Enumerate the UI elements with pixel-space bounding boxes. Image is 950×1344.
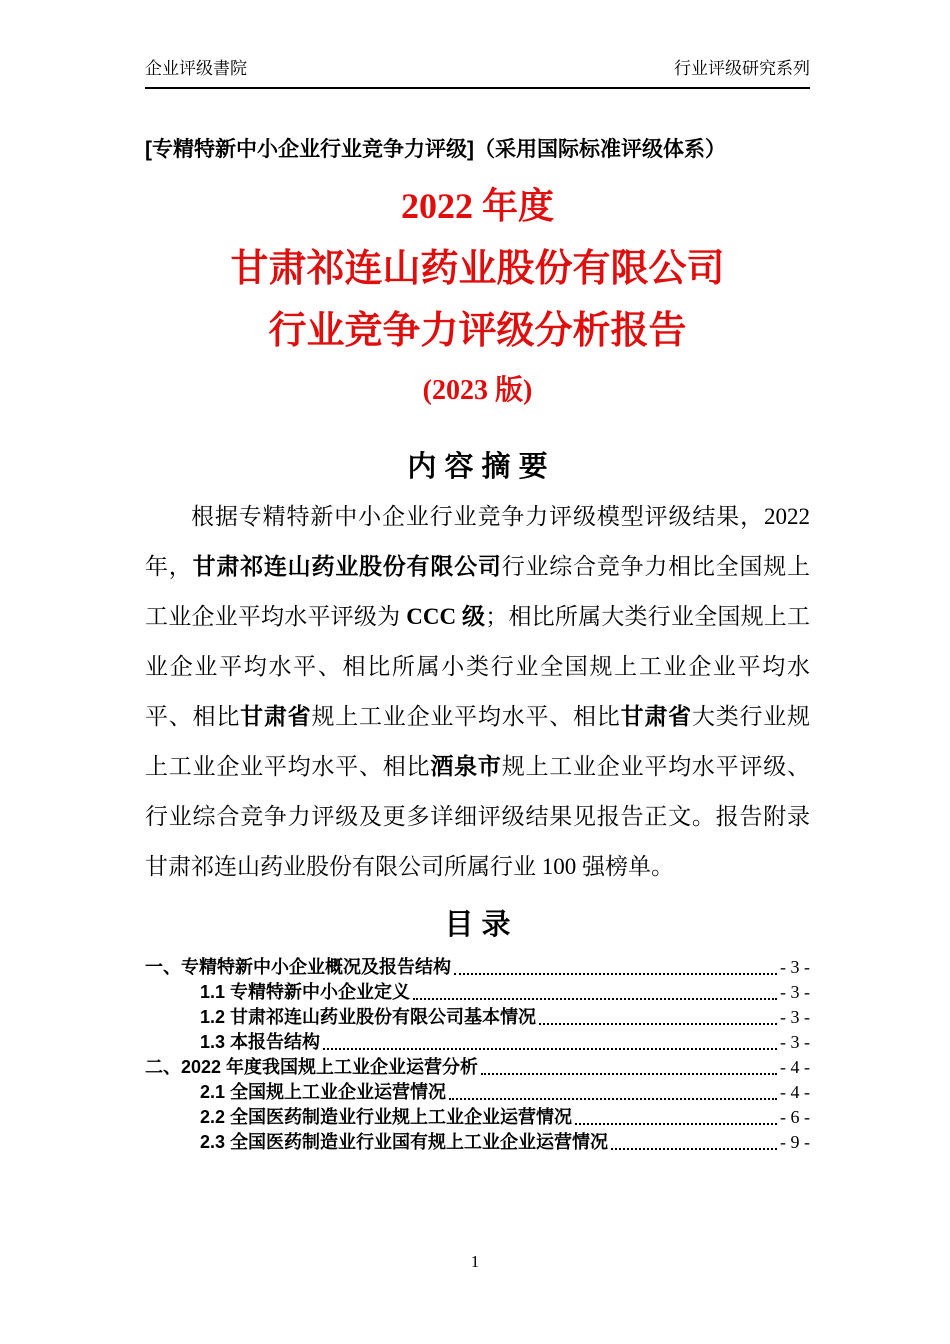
abstract-segment: 行业综合竞争力相比全国规上工业企业平均水平评级为 (145, 554, 811, 629)
abstract-segment: ；相比所属大类行业全国规上工业企业平均水平、相比所属小类行业全国规上工业企业平均水平、相比 (145, 604, 810, 729)
toc-dot-leader (413, 998, 777, 1000)
toc-entry-label: 2.3 全国医药制造业行业国有规上工业企业运营情况 (200, 1132, 609, 1152)
toc-entry-page: - 6 - (780, 1107, 810, 1127)
toc-entry-page: - 4 - (780, 1057, 810, 1077)
toc-entry (145, 1105, 810, 1130)
toc-entry-page: - 3 - (780, 1032, 810, 1052)
title-company-line: 甘肃祁连山药业股份有限公司 (230, 248, 725, 290)
toc-entry-label: 1.1 专精特新中小企业定义 (200, 982, 411, 1002)
title-year-line: 2022 年度 (400, 186, 554, 226)
toc-dot-leader (611, 1148, 777, 1150)
report-title-block (145, 174, 810, 420)
toc-entry-label: 1.2 甘肃祁连山药业股份有限公司基本情况 (200, 1007, 537, 1027)
abstract-segment: 大类行业规上工业企业平均水平、相比 (145, 704, 811, 779)
header-left-text: 企业评级書院 (145, 59, 247, 78)
toc-entry (145, 1130, 810, 1155)
abstract-paragraph (145, 492, 810, 892)
toc-dot-leader (481, 1073, 777, 1075)
abstract-segment: 根据专精特新中小企业行业竞争力评级模型评级结果，2022 年， (145, 504, 810, 579)
abstract-bold-segment: 甘肃省 (620, 704, 692, 729)
toc-entry (145, 980, 810, 1005)
abstract-heading: 内 容 摘 要 (407, 451, 548, 483)
toc-entry-page: - 9 - (780, 1132, 810, 1152)
toc-dot-leader (454, 973, 777, 975)
toc-entry-page: - 3 - (780, 957, 810, 977)
toc-dot-leader (539, 1023, 777, 1025)
toc-entry (145, 1055, 810, 1080)
abstract-bold-segment: 甘肃省 (240, 704, 312, 729)
toc-entry-label: 二、2022 年度我国规上工业企业运营分析 (145, 1057, 479, 1077)
toc-entry (145, 955, 810, 980)
page-header (145, 58, 810, 89)
toc-dot-leader (323, 1048, 777, 1050)
abstract-bold-segment: CCC 级 (406, 604, 486, 629)
toc-entry (145, 1080, 810, 1105)
title-report-line: 行业竞争力评级分析报告 (268, 310, 687, 352)
title-edition-line: (2023 版) (422, 375, 533, 406)
rating-scheme-subtitle: [专精特新中小企业行业竞争力评级]（采用国际标准评级体系） (145, 138, 726, 161)
toc-entry-page: - 4 - (780, 1082, 810, 1102)
abstract-segment: 规上工业企业平均水平、相比 (311, 704, 621, 729)
abstract-bold-segment: 甘肃祁连山药业股份有限公司 (192, 554, 502, 579)
page-number-footer: 1 (470, 1252, 480, 1271)
header-right-text: 行业评级研究系列 (674, 59, 810, 78)
toc-dot-leader (449, 1098, 777, 1100)
toc-entry-label: 1.3 本报告结构 (200, 1032, 321, 1052)
toc-entry-label: 2.1 全国规上工业企业运营情况 (200, 1082, 447, 1102)
toc-list (145, 955, 810, 1155)
toc-entry-label: 一、专精特新中小企业概况及报告结构 (145, 957, 451, 977)
toc-entry-page: - 3 - (780, 982, 810, 1002)
toc-dot-leader (575, 1123, 777, 1125)
toc-entry (145, 1005, 810, 1030)
toc-entry (145, 1030, 810, 1055)
abstract-segment: 规上工业企业平均水平评级、行业综合竞争力评级及更多详细评级结果见报告正文。报告附录甘肃祁连山药业股份有限公司所属行业 100 强榜单。 (145, 754, 811, 879)
toc-entry-page: - 3 - (780, 1007, 810, 1027)
toc-entry-label: 2.2 全国医药制造业行业规上工业企业运营情况 (200, 1107, 573, 1127)
toc-heading: 目 录 (444, 909, 511, 941)
abstract-bold-segment: 酒泉市 (430, 754, 502, 779)
